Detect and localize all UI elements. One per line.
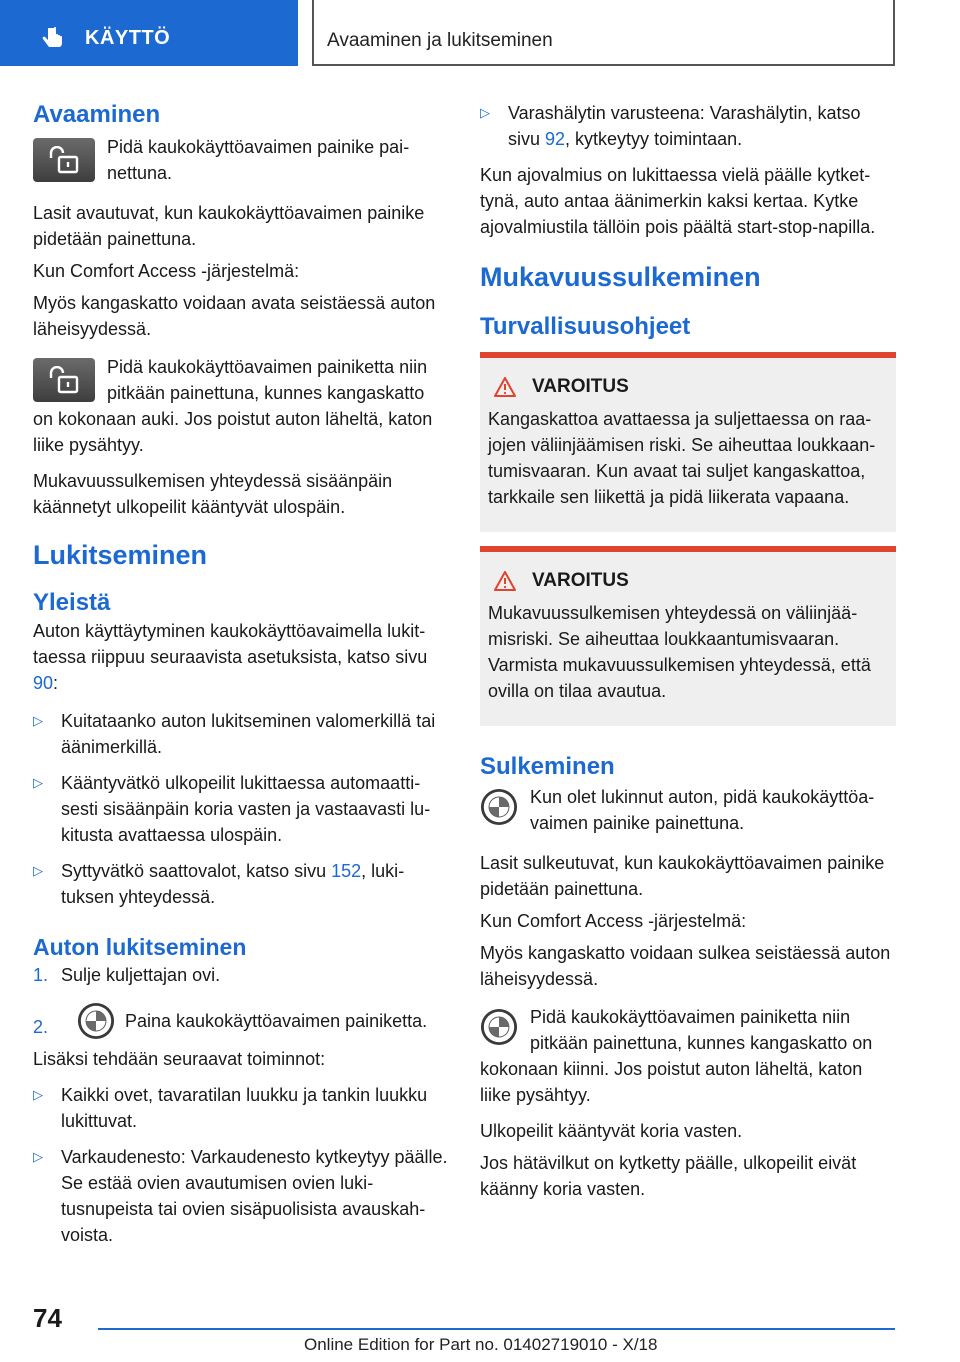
close-icon-text: Kun olet lukinnut auton, pidä kaukokäyttöavaimen painike painettuna.: [530, 787, 875, 833]
list-item: ▷ Syttyvätkö saattovalot, katso sivu 152, lukituksen yhteydessä.: [33, 858, 448, 910]
paragraph: Lasit sulkeutuvat, kun kaukokäyttöavaimen painike pidetään painettuna.: [480, 853, 885, 899]
footer-divider: [98, 1328, 895, 1330]
chapter-box: [312, 0, 895, 66]
page-link-90[interactable]: 90: [33, 673, 54, 693]
open-instruction: [33, 134, 448, 190]
triangle-bullet-icon: ▷: [33, 1149, 43, 1164]
heading-avaaminen: Avaaminen: [33, 101, 161, 128]
section-tab: [0, 0, 298, 66]
warning-title: VAROITUS: [488, 570, 888, 592]
close-instruction: [480, 784, 896, 840]
page-header: [0, 0, 960, 66]
warning-triangle-icon: [494, 571, 516, 591]
general-paragraph: Auton käyttäytyminen kaukokäyttöavaimella lukittaessa riippuu seuraavista asetuksista, katso sivu 90:: [33, 621, 428, 693]
page-number: 74: [33, 1303, 62, 1333]
hand-pointer-icon: [40, 26, 66, 52]
triangle-bullet-icon: ▷: [33, 863, 43, 878]
bmw-lock-button-icon: [480, 788, 518, 826]
warning-title: VAROITUS: [488, 376, 888, 398]
close-roof-instruction: [480, 1004, 896, 1108]
left-column: [33, 100, 448, 1258]
chapter-title: Avaaminen ja lukitseminen: [327, 30, 553, 51]
list-item: ▷ Varkaudenesto: Varkaudenesto kytkeytyy päälle. Se estää ovien avautumisen ovien lukitusnupeista tai ovien sisäpuolisista avauskahvoista.: [33, 1144, 448, 1248]
paragraph: Ulkopeilit kääntyvät koria vasten.: [480, 1121, 743, 1141]
heading-sulkeminen: Sulkeminen: [480, 753, 615, 780]
triangle-bullet-icon: ▷: [33, 775, 43, 790]
triangle-bullet-icon: ▷: [33, 1087, 43, 1102]
page-link-152[interactable]: 152: [331, 861, 362, 881]
list-item: ▷ Kaikki ovet, tavaratilan luukku ja tankin luukku lukittuvat.: [33, 1082, 448, 1134]
bmw-lock-button-icon: [77, 1002, 115, 1040]
heading-turvallisuusohjeet: Turvallisuusohjeet: [480, 313, 691, 340]
paragraph: Lasit avautuvat, kun kaukokäyttöavaimen painike pidetään painettuna.: [33, 203, 425, 249]
paragraph: Myös kangaskatto voidaan sulkea seistäessä auton läheisyydessä.: [480, 943, 891, 989]
section-tab-label: KÄYTTÖ: [85, 27, 171, 49]
triangle-bullet-icon: ▷: [33, 713, 43, 728]
warning-triangle-icon: [494, 377, 516, 397]
warning-box: [480, 546, 896, 726]
list-item: ▷ Varashälytin varusteena: Varashälytin, katso sivu 92, kytkeytyy toimintaan.: [480, 100, 896, 152]
unlock-button-icon: [33, 358, 95, 402]
open-roof-instruction: [33, 354, 448, 458]
right-column: [480, 100, 896, 1208]
open-icon2-text: Pidä kaukokäyttöavaimen painiketta niin pitkään painettuna, kunnes kangaskatto on kokonaan auki. Jos poistut auton läheltä, katon liike pysähtyy.: [33, 357, 433, 455]
paragraph: Kun ajovalmius on lukittaessa vielä päälle kytkettynä, auto antaa äänimerkin kaksi kertaa. Kytke ajovalmiustila tällöin pois päältä start-stop-napilla.: [480, 165, 876, 237]
paragraph: Lisäksi tehdään seuraavat toiminnot:: [33, 1049, 326, 1069]
paragraph: Kun Comfort Access -järjestelmä:: [480, 911, 747, 931]
triangle-bullet-icon: ▷: [480, 105, 490, 120]
open-icon-text: Pidä kaukokäyttöavaimen painike painettuna.: [107, 137, 410, 183]
paragraph: Myös kangaskatto voidaan avata seistäessä auton läheisyydessä.: [33, 293, 436, 339]
list-item: ▷ Kuitataanko auton lukitseminen valomerkillä tai äänimerkillä.: [33, 708, 448, 760]
list-item: ▷ Kääntyvätkö ulkopeilit lukittaessa automaattisesti sisäänpäin koria vasten ja vastaavasti lukitusta avattaessa ulospäin.: [33, 770, 448, 848]
close-icon2-text: Pidä kaukokäyttöavaimen painiketta niin pitkään painettuna, kunnes kangaskatto on kokonaan kiinni. Jos poistut auton läheltä, katon liike pysähtyy.: [480, 1007, 873, 1105]
paragraph: Mukavuussulkemisen yhteydessä sisäänpäin käännetyt ulkopeilit kääntyvät ulospäin.: [33, 471, 393, 517]
page-link-92[interactable]: 92: [545, 129, 566, 149]
heading-auton-lukitseminen: Auton lukitseminen: [33, 934, 247, 960]
heading-lukitseminen: Lukitseminen: [33, 540, 208, 570]
footer-edition: Online Edition for Part no. 01402719010 - X/18: [304, 1335, 658, 1354]
bmw-lock-button-icon: [480, 1008, 518, 1046]
heading-mukavuussulkeminen: Mukavuussulkeminen: [480, 262, 761, 292]
step-item: 1. Sulje kuljettajan ovi.: [33, 965, 221, 985]
warning-text: Kangaskattoa avattaessa ja suljettaessa on raajojen väliinjäämisen riski. Se aiheuttaa loukkaantumisvaaran. Kun avaat tai suljet kangaskattoa, tarkkaile sen liikettä ja pidä liikerata vapaana.: [488, 409, 876, 507]
heading-yleista: Yleistä: [33, 589, 111, 616]
step-item: 2. Paina kaukokäyttöavaimen painiketta.: [33, 1002, 448, 1040]
paragraph: Jos hätävilkut on kytketty päälle, ulkopeilit eivät käänny koria vasten.: [480, 1153, 857, 1199]
warning-box: [480, 352, 896, 532]
warning-text: Mukavuussulkemisen yhteydessä on väliinjäämisriski. Se aiheuttaa loukkaantumisvaaran. Varmista mukavuussulkemisen yhteydessä, että ovilla on tilaa avautua.: [488, 603, 871, 701]
unlock-button-icon: [33, 138, 95, 182]
paragraph: Kun Comfort Access -järjestelmä:: [33, 261, 300, 281]
